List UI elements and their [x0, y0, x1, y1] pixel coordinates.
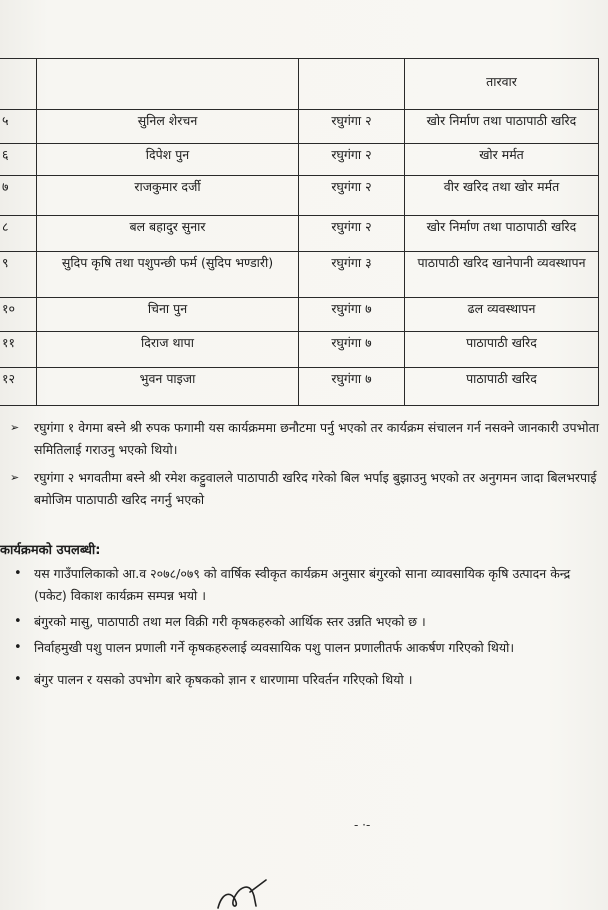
arrow-bullet-icon: ➢ — [10, 421, 20, 434]
achievement-text: बंगुर पालन र यसको उपभोग बारे कृषकको ज्ञान र धारणामा परिवर्तन गरिएको थियो । — [34, 672, 413, 687]
signature-icon — [210, 872, 280, 910]
header-cell-work: तारवार — [405, 59, 599, 110]
table-row — [0, 332, 599, 368]
work-description: पाठापाठी खरिद — [405, 368, 599, 406]
beneficiary-table — [0, 58, 599, 406]
achievement-text: निर्वाहमुखी पशु पालन प्रणाली गर्ने कृषकहरुलाई व्यवसायिक पशु पालन प्रणालीतर्फ आकर्षण गरिएको थियो। — [34, 640, 515, 655]
beneficiary-name: भुवन पाइजा — [37, 368, 299, 406]
achievements-heading: कार्यक्रमको उपलब्धी: — [0, 543, 101, 558]
row-number: ७ — [0, 176, 37, 216]
header-cell-name — [37, 59, 299, 110]
work-description: वीर खरिद तथा खोर मर्मत — [405, 176, 599, 216]
work-description: ढल व्यवस्थापन — [405, 298, 599, 332]
beneficiary-name: सुनिल शेरचन — [37, 110, 299, 144]
row-number: ५ — [0, 110, 37, 144]
beneficiary-name: दिराज थापा — [37, 332, 299, 368]
beneficiary-name: बल बहादुर सुनार — [37, 216, 299, 252]
achievement-item — [0, 669, 600, 691]
row-number: ८ — [0, 216, 37, 252]
beneficiary-name: राजकुमार दर्जी — [37, 176, 299, 216]
page-mark: - ·- — [354, 818, 371, 832]
beneficiary-place: रघुगंगा ३ — [299, 252, 405, 298]
note-text: रघुगंगा १ वेगमा बस्ने श्री रुपक फगामी यस कार्यक्रममा छनौटमा पर्नु भएको तर कार्यक्रम संचालन गर्न नसक्ने जानकारी उपभोता समितिलाई गराउनु भएको थियो। — [34, 420, 599, 457]
beneficiary-name: सुदिप कृषि तथा पशुपन्छी फर्म (सुदिप भण्डारी) — [37, 252, 299, 298]
beneficiary-place: रघुगंगा ७ — [299, 332, 405, 368]
achievement-text: यस गाउँपालिकाको आ.व २०७८/०७९ को वार्षिक स्वीकृत कार्यक्रम अनुसार बंगुरको साना व्यावसायिक कृषि उत्पादन केन्द्र (पकेट) विकाश कार्यक्रम सम्पन्न भयो । — [34, 566, 571, 603]
table-row — [0, 216, 599, 252]
achievements-list — [0, 563, 600, 695]
row-number: ११ — [0, 332, 37, 368]
work-description: पाठापाठी खरिद खानेपानी व्यवस्थापन — [405, 252, 599, 298]
achievement-text: बंगुरको मासु, पाठापाठी तथा मल विक्री गरी कृषकहरुको आर्थिक स्तर उन्नति भएको छ । — [34, 614, 426, 629]
table-row — [0, 368, 599, 406]
header-cell-num — [0, 59, 37, 110]
dot-bullet-icon: • — [14, 566, 22, 581]
row-number: १० — [0, 298, 37, 332]
note-item — [0, 467, 600, 511]
dot-bullet-icon: • — [14, 640, 22, 655]
table-row — [0, 176, 599, 216]
arrow-bullet-icon: ➢ — [10, 471, 20, 484]
work-description: खोर निर्माण तथा पाठापाठी खरिद — [405, 216, 599, 252]
notes-list — [0, 417, 600, 517]
work-description: खोर मर्मत — [405, 144, 599, 176]
beneficiary-place: रघुगंगा ७ — [299, 368, 405, 406]
table-row — [0, 298, 599, 332]
row-number: ६ — [0, 144, 37, 176]
achievement-item — [0, 611, 600, 633]
achievement-item — [0, 563, 600, 607]
beneficiary-place: रघुगंगा २ — [299, 216, 405, 252]
work-description: खोर निर्माण तथा पाठापाठी खरिद — [405, 110, 599, 144]
beneficiary-name: दिपेश पुन — [37, 144, 299, 176]
beneficiary-place: रघुगंगा २ — [299, 176, 405, 216]
table-header-row — [0, 59, 599, 110]
note-text: रघुगंगा २ भगवतीमा बस्ने श्री रमेश कट्टुवालले पाठापाठी खरिद गरेको बिल भर्पाइ बुझाउनु भएको तर अनुगमन जादा बिलभरपाई बमोजिम पाठापाठी खरिद नगर्नु भएको — [34, 470, 597, 507]
beneficiary-place: रघुगंगा २ — [299, 110, 405, 144]
row-number: १२ — [0, 368, 37, 406]
header-cell-place — [299, 59, 405, 110]
note-item — [0, 417, 600, 461]
table-row — [0, 252, 599, 298]
beneficiary-place: रघुगंगा २ — [299, 144, 405, 176]
table-row — [0, 144, 599, 176]
achievement-item — [0, 637, 600, 659]
beneficiary-place: रघुगंगा ७ — [299, 298, 405, 332]
work-description: पाठापाठी खरिद — [405, 332, 599, 368]
dot-bullet-icon: • — [14, 672, 22, 687]
row-number: ९ — [0, 252, 37, 298]
dot-bullet-icon: • — [14, 614, 22, 629]
beneficiary-name: चिना पुन — [37, 298, 299, 332]
table-row — [0, 110, 599, 144]
